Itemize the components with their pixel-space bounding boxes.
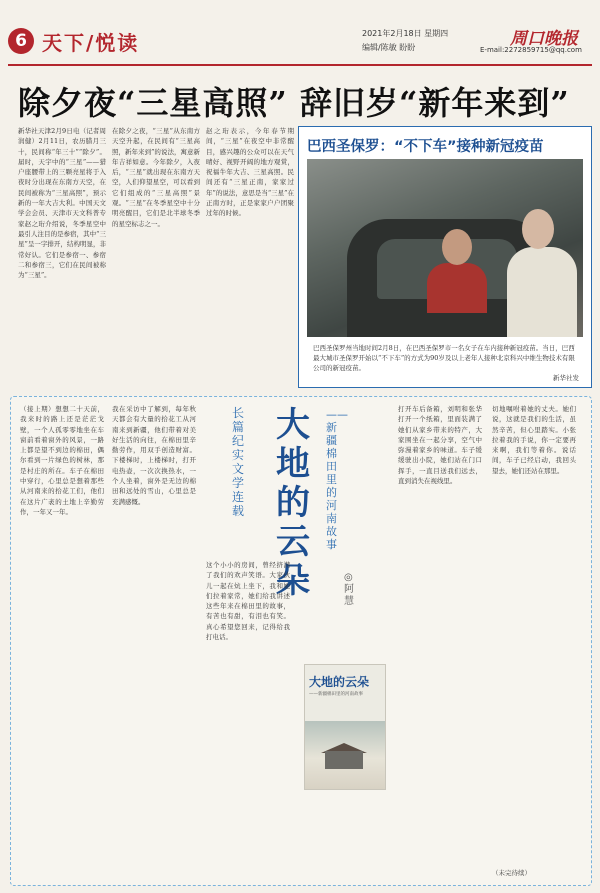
photo-caption-text: 巴西圣保罗州当地时间2月8日，在巴西圣保罗市一名女子在车内接种新冠疫苗。当日，巴西最大城市圣保罗开始以“不下车”的方式为90岁及以上老年人接种北京科兴中维生物技术有限公司的新冠疫苗。 [313,344,575,372]
photo-woman-figure [427,263,487,313]
book-cover-subtitle: ——新疆棉田里的河南故事 [309,692,363,697]
to-be-continued: （未完待续） [492,869,531,877]
photo-health-worker-figure [507,247,577,337]
serial-column-5: 切地嘱咐着她的丈夫。她们说，这就是我们的生活，虽然辛苦，但心里踏实。小张拉着我的手说，你一定要再来啊，我们等着你。说话间，车子已经启动，我回头望去，她们还站在那里。 [492,405,576,475]
drive-through-vaccination-photo [307,159,583,337]
book-cover-image [304,664,386,790]
covid-vaccine-story [298,126,592,388]
newspaper-logo: 周口晚报 [510,29,578,49]
article-column-3: 赵之珩表示，今年春节期间，“三星”在夜空中非常醒目，感兴趣的公众可以在天气晴好、视野开阔的地方观赏，祝福牛年大吉、三星高照。民间还有“三星正南，家家过年”的说法，意思是当“三星”在正南方时，正是家家户户团聚过年的时候。 [206,127,294,218]
serial-column-3: 这个小小的房间，曾经挤满了我们的欢声笑语。大家伙儿一起在炕上坐下，我和她们拉着家常，她们给我讲述这些年来在棉田里的故事，有苦也有甜，有泪也有笑。真心希望您回来，记得给我打电话。 [206,561,290,642]
photo-health-worker-head [522,209,554,249]
photo-caption [313,343,579,383]
serial-author: ◎阿慧 [344,572,354,607]
contact-email: E-mail:2272859715@qq.com [480,46,582,54]
book-cover-title: 大地的云朵 [309,675,370,689]
article-column-2: 在除夕之夜，“三星”从东南方天空升起，在民间有“三星高照，新年来到”的说法，寓意新年吉祥如意。今年除夕，入夜后，“三星”就出现在东南方天空，人们仰望星空，可以看到它们组成的“三星高照”景观。“三星”在冬季星空中十分明亮醒目，它们是北半球冬季的星空标志之一。 [112,127,200,228]
editor-credit: 编辑/陈敏 盼盼 [362,43,416,52]
series-label: 长篇纪实文学连载 [232,406,245,518]
publish-date: 2021年2月18日 星期四 [362,29,449,38]
photo-credit: 新华社发 [553,374,579,382]
serial-column-1: （接上期）想想二十天前，我来时的路上还是茫茫戈壁，一个人孤零零地坐在车窗前看着窗外的风景，一路上都是望不到边的棉田，偶尔看到一片绿色的树林，那是村庄的所在。车子在棉田中穿行，心里总是想着那些从河南来的拾花工们，他们在这片广袤的土地上辛勤劳作，一年又一年。 [20,405,104,516]
covid-story-title: 巴西圣保罗：“不下车”接种新冠疫苗 [307,139,544,155]
page-header [0,0,600,66]
serial-column-4: 打开车后备箱，刘明和张华打开一个纸箱，里面装满了她们从家乡带来的特产，大家围坐在一起分享，空气中弥漫着家乡的味道。车子缓缓驶出小院，她们站在门口挥手，一直目送我们远去，直到消失在视线里。 [398,405,482,486]
section-title: 天下/悦读 [42,31,140,55]
book-cover-house [325,751,363,769]
serial-subtitle: ——新疆棉田里的河南故事 [326,408,348,551]
photo-woman-head [442,229,472,265]
article-column-1: 新华社天津2月9日电（记者周润健）2月11日，农历腊月三十，民间称“年三十”“除夕”。届时，天宇中的“三星”——猎户座腰带上的三颗亮星将于入夜时分出现在东南方天空，在民间被称为“三星高照”，预示新的一年大吉大利。中国天文学会会员、天津市天文科普专家赵之珩介绍说，冬季星空中最引人注目的是参宿，其中“三星”呈一字排开，结构明显，非常好认。它们是参宿一、参宿二和参宿三，它们在民间被称为“三星”。 [18,127,106,280]
serial-title: 大地的云朵 [276,405,310,601]
page-number-badge: 6 [8,28,34,54]
serial-column-2: 我在采访中了解到，每年秋天都会有大量的拾花工从河南来到新疆，他们带着对美好生活的向往，在棉田里辛勤劳作，用双手创造财富。下楼梯时，上楼梯时，打开电热壶，一次次换热水，一个人坐着，窗外是无边的棉田和远处的雪山，心里总是充满感慨。 [112,405,196,506]
main-headline: 除夕夜“三星高照” 辞旧岁“新年来到” [18,84,570,122]
book-cover-cotton-field [305,721,385,789]
header-divider [8,64,592,66]
